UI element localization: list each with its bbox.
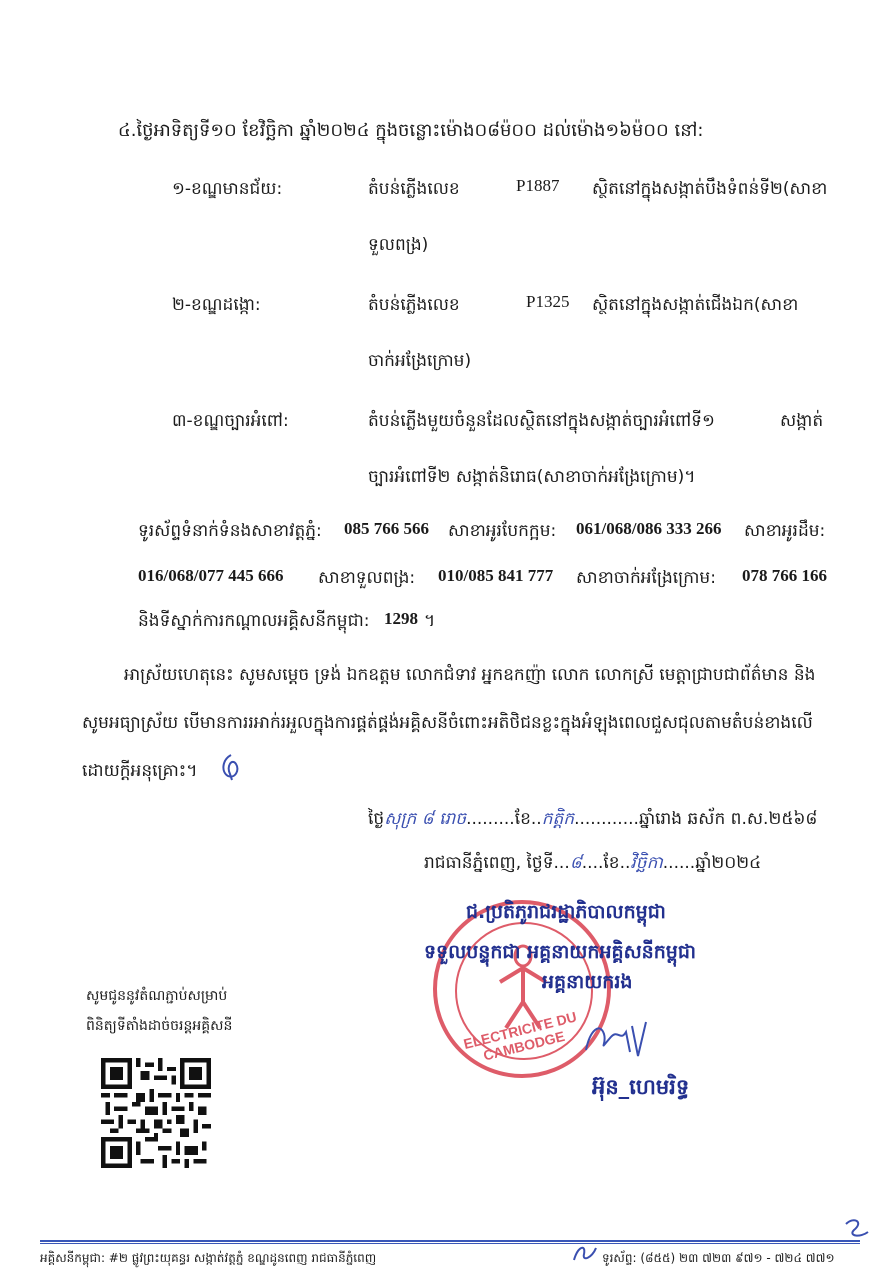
zone-label-1: តំបន់ភ្លើងលេខ (368, 179, 460, 199)
location-3-line1-end: សង្កាត់ (780, 411, 824, 431)
qr-note-line2: ពិនិត្យទីតាំងដាច់ចរន្តអគ្គិសនី (86, 1018, 233, 1034)
solar-month-label: ខែ (603, 853, 620, 873)
district-1: ១-ខណ្ឌមានជ័យ: (172, 179, 283, 199)
contact-phone-chak: 078 766 166 (742, 566, 827, 585)
district-2: ២-ខណ្ឌដង្កោ: (172, 295, 261, 315)
location-3-line1: តំបន់ភ្លើងមួយចំនួនដែលស្ថិតនៅក្នុងសង្កាត់ច្បារអំពៅទី១ (368, 411, 715, 431)
footer-initial-icon (840, 1216, 872, 1242)
location-1-line2: ទួលពង្រ) (368, 235, 429, 255)
contact-label-chak: សាខាចាក់អង្រែក្រោម: (576, 568, 716, 588)
location-3-line2: ច្បារអំពៅទី២ សង្កាត់និរោធ(សាខាចាក់អង្រែក្រោម)។ (368, 467, 696, 487)
lunar-month-label: ខែ (514, 809, 531, 829)
body-paragraph-line1: អាស្រ័យហេតុនេះ សូមសម្តេច ទ្រង់ ឯកឧត្តម លោកជំទាវ អ្នកឧកញ៉ា លោក លោកស្រី មេត្តាជ្រាបជាព័ត៌មាន និង (124, 665, 816, 685)
contact-phone-toul: 010/085 841 777 (438, 566, 554, 585)
body-paragraph-line2: សូមអធ្យាស្រ័យ បើមានការរអាក់រអួលក្នុងការផ្គត់ផ្គង់អគ្គិសនីចំពោះអតិថិជនខ្លះក្នុងអំឡុងពេលជួសជុលតាមតំបន់ខាងលើ (82, 713, 813, 733)
signatory-title-3: អគ្គនាយករង (542, 971, 633, 993)
location-2-line2: ចាក់អង្រែក្រោម) (368, 351, 472, 371)
zone-code-1: P1887 (516, 176, 560, 195)
contact-label-main: ទូរស័ព្ទទំនាក់ទំនងសាខាវត្តភ្នំ: (138, 521, 322, 541)
footer-phone: ទូរស័ព្ទ: (៨៥៥) ២៣ ៧២៣ ៩៧១ - ៧២៤ ៧៧១ (602, 1251, 835, 1265)
body-paragraph-line3: ដោយក្តីអនុគ្រោះ។ (82, 761, 198, 781)
contact-phone-center: 1298 (384, 609, 418, 628)
contact-phone-owb: 061/068/086 333 266 (576, 519, 722, 538)
solar-year: ឆ្នាំ២០២៤ (695, 853, 762, 873)
solar-prefix: រាជធានីភ្នំពេញ, ថ្ងៃទី (424, 853, 554, 873)
contact-label-owb: សាខាអូរបែកក្អម: (448, 521, 557, 541)
contact-phone-main: 085 766 566 (344, 519, 429, 538)
lunar-month: កត្តិក (541, 809, 575, 829)
schedule-line-4: ៤.ថ្ងៃអាទិត្យទី១០ ខែវិច្ឆិកា ឆ្នាំ២០២៤ ក្នុងចន្លោះម៉ោង០៨ម៉០០ ដល់ម៉ោង១៦ម៉០០ នៅ: (118, 120, 704, 141)
location-2-line1: ស្ថិតនៅក្នុងសង្កាត់ជើងឯក(សាខា (592, 295, 799, 315)
zone-code-2: P1325 (526, 292, 570, 311)
lunar-prefix: ថ្ងៃ (368, 809, 385, 829)
qr-note-line1: សូមជូននូវតំណភ្ជាប់សម្រាប់ (86, 988, 228, 1004)
footer-signature-icon (570, 1240, 600, 1266)
footer-rule (40, 1240, 860, 1242)
solar-date-line: រាជធានីភ្នំពេញ, ថ្ងៃទី...៨....ខែ..វិច្ឆិកា......ឆ្នាំ២០២៤ (424, 853, 762, 873)
qr-code[interactable] (101, 1058, 211, 1168)
contact-label-oudom: សាខាអូរដឹម: (744, 521, 826, 541)
district-3: ៣-ខណ្ឌច្បារអំពៅ: (172, 411, 289, 431)
contact-phone-oudom: 016/068/077 445 666 (138, 566, 284, 585)
signatory-title-2: ទទួលបន្ទុកជា អគ្គនាយកអគ្គិសនីកម្ពុជា (424, 941, 696, 963)
lunar-year: ឆ្នាំរោង ឆស័ក ព.ស.២៥៦៨ (638, 809, 818, 829)
contact-label-toul: សាខាទួលពង្រ: (318, 568, 416, 588)
location-1-line1: ស្ថិតនៅក្នុងសង្កាត់បឹងទំពន់ទី២(សាខា (592, 179, 828, 199)
footer-address: អគ្គិសនីកម្ពុជា: #២ ផ្លូវព្រះយុគន្ធរ សង្កាត់វត្តភ្នំ ខណ្ឌដូនពេញ រាជធានីភ្នំពេញ (40, 1251, 377, 1265)
handwritten-signature-icon (580, 1012, 650, 1062)
lunar-day: សុក្រ ៨ រោច (384, 809, 467, 829)
contact-end-mark: ។ (424, 611, 436, 631)
solar-month: វិច្ឆិកា (630, 853, 663, 873)
contact-label-center: និងទីស្នាក់ការកណ្តាលអគ្គិសនីកម្ពុជា: (138, 611, 370, 631)
zone-label-2: តំបន់ភ្លើងលេខ (368, 295, 460, 315)
solar-day: ៨ (569, 853, 582, 873)
footer-rule-thin (40, 1243, 860, 1244)
signatory-name: អ៊ុន_ហេមរិទ្ធ (592, 1075, 690, 1099)
lunar-date-line: ថ្ងៃសុក្រ ៨ រោច.........ខែ..កត្តិក............ឆ្នាំរោង ឆស័ក ព.ស.២៥៦៨ (368, 809, 818, 829)
initial-mark-icon (218, 752, 244, 782)
stamp-text: ELECTRICITE DU CAMBODGE (461, 1008, 579, 1064)
signatory-title-1: ជ.ប្រតិភូរាជរដ្ឋាភិបាលកម្ពុជា (466, 901, 666, 923)
